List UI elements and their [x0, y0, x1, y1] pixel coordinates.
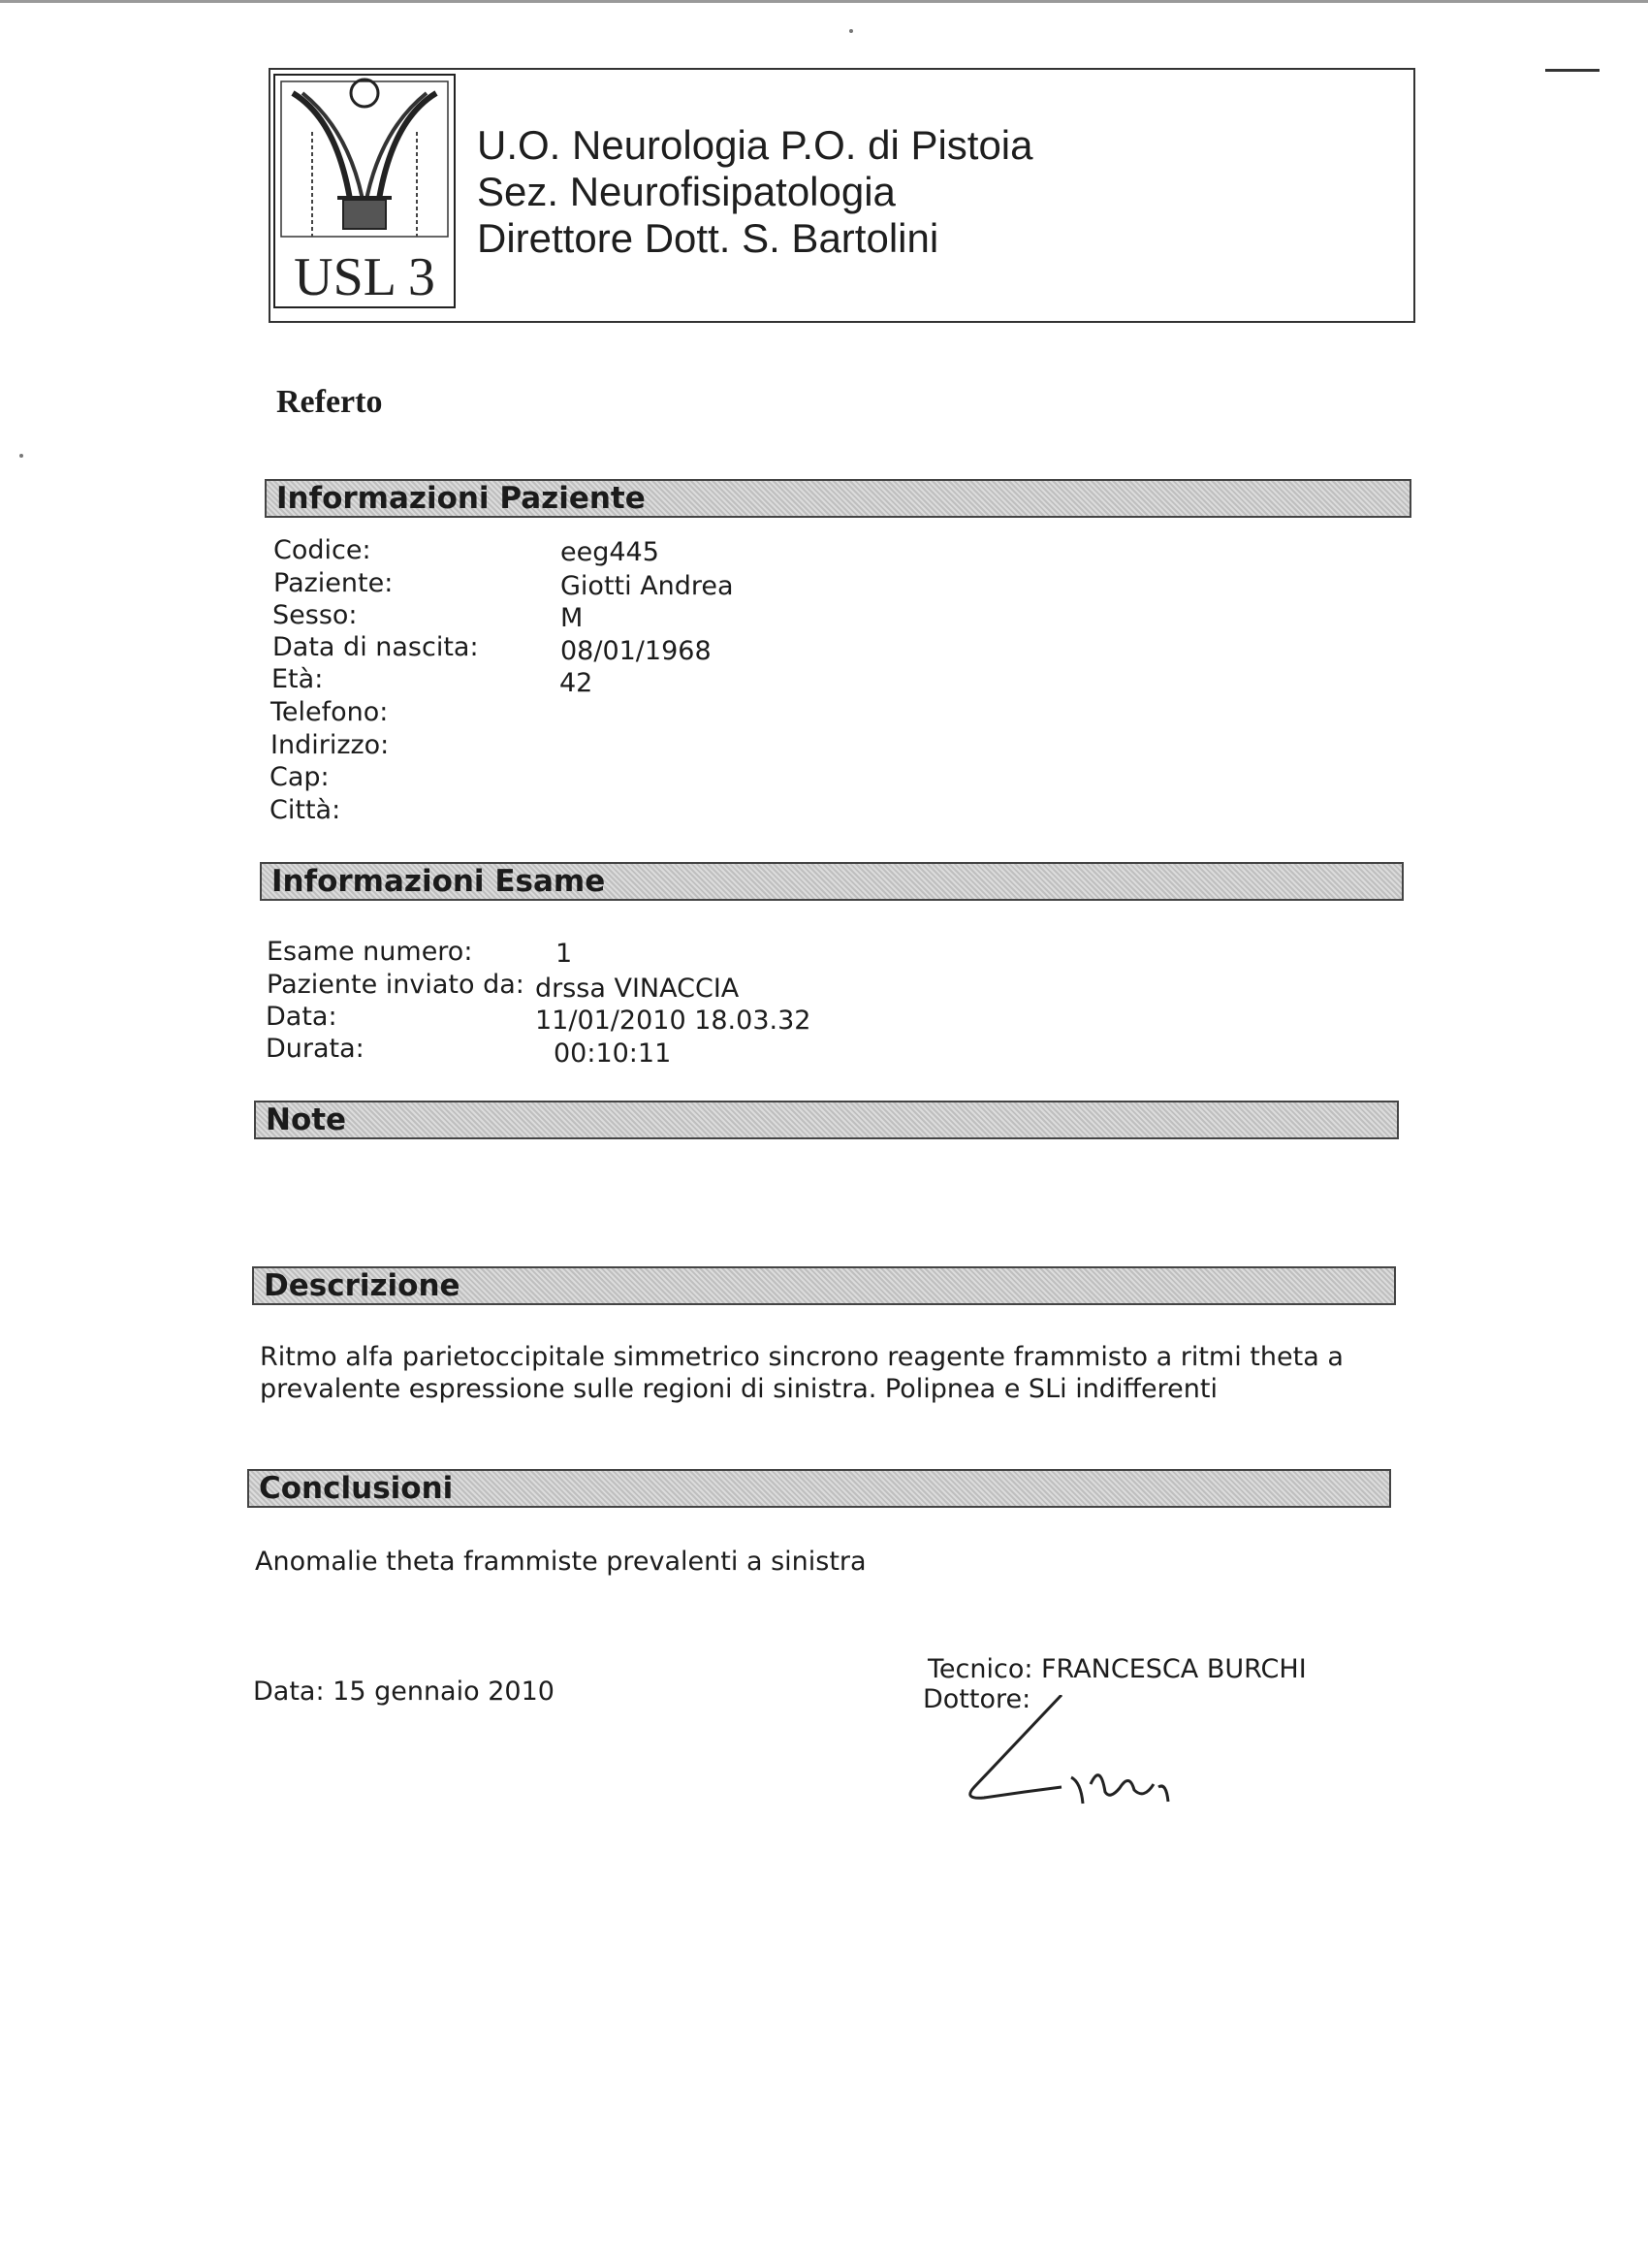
- director-line: Direttore Dott. S. Bartolini: [477, 215, 939, 261]
- scan-mark: [1545, 69, 1600, 72]
- field-value: 1: [555, 939, 573, 969]
- doctor-signature: [945, 1695, 1236, 1821]
- field-label: Paziente inviato da:: [267, 970, 524, 1000]
- report-title: Referto: [276, 384, 383, 420]
- scan-speck: [19, 454, 23, 458]
- field-value: 11/01/2010 18.03.32: [535, 1006, 811, 1036]
- field-label: Durata:: [266, 1034, 364, 1064]
- field-label: Paziente:: [273, 568, 394, 598]
- patient-info-heading: Informazioni Paziente: [265, 479, 1411, 518]
- field-label: Codice:: [273, 535, 371, 565]
- field-label: Cap:: [269, 762, 330, 792]
- section-line: Sez. Neurofisipatologia: [477, 169, 896, 214]
- exam-info-heading: Informazioni Esame: [260, 862, 1404, 901]
- field-label: Telefono:: [270, 697, 389, 727]
- conclusions-heading: Conclusioni: [247, 1469, 1391, 1508]
- report-date: Data: 15 gennaio 2010: [253, 1677, 555, 1707]
- description-line: Ritmo alfa parietoccipitale simmetrico sincrono reagente frammisto a ritmi theta a: [260, 1342, 1344, 1372]
- technician: Tecnico: FRANCESCA BURCHI: [928, 1654, 1307, 1684]
- field-label: Data di nascita:: [272, 632, 479, 662]
- field-value: eeg445: [560, 537, 659, 567]
- field-label: Città:: [269, 795, 341, 825]
- doctor-label: Dottore:: [923, 1684, 1031, 1714]
- field-label: Esame numero:: [267, 937, 473, 967]
- field-label: Indirizzo:: [270, 730, 390, 760]
- svg-text:USL 3: USL 3: [294, 247, 435, 307]
- department-line: U.O. Neurologia P.O. di Pistoia: [477, 122, 1033, 168]
- field-label: Sesso:: [272, 600, 358, 630]
- scan-edge: [0, 0, 1648, 3]
- field-label: Data:: [266, 1002, 337, 1032]
- field-value: 08/01/1968: [560, 636, 712, 666]
- field-value: M: [560, 603, 584, 633]
- letterhead-text: [477, 122, 1033, 262]
- scan-speck: [849, 29, 853, 33]
- notes-heading: Note: [254, 1101, 1399, 1139]
- conclusions-text: Anomalie theta frammiste prevalenti a sinistra: [255, 1547, 867, 1577]
- field-value: drssa VINACCIA: [535, 974, 740, 1004]
- field-label: Età:: [271, 664, 324, 694]
- field-value: 42: [559, 668, 593, 698]
- field-value: Giotti Andrea: [560, 571, 734, 601]
- usl3-logo: [273, 74, 456, 308]
- description-heading: Descrizione: [252, 1266, 1396, 1305]
- description-line: prevalente espressione sulle regioni di sinistra. Polipnea e SLi indifferenti: [260, 1374, 1218, 1404]
- field-value: 00:10:11: [554, 1038, 672, 1069]
